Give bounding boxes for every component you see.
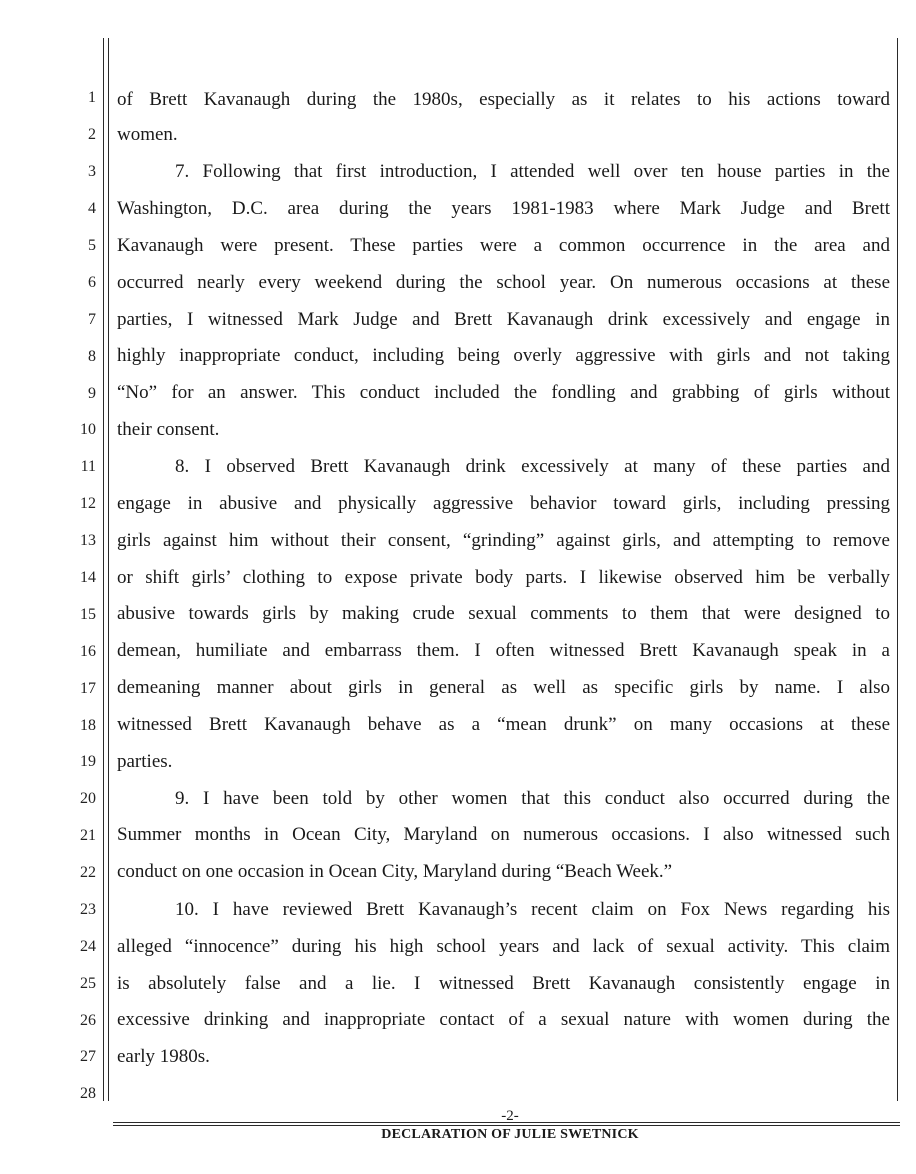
text-line: early 1980s. <box>117 1046 210 1067</box>
text-line: Kavanaugh were present. These parties were a common occurrence in the area and <box>117 235 890 256</box>
line-number: 2 <box>88 126 96 143</box>
line-number: 13 <box>80 532 96 549</box>
line-number: 27 <box>80 1048 96 1065</box>
text-line: engage in abusive and physically aggressive behavior toward girls, including pressing <box>117 493 890 514</box>
line-number: 20 <box>80 790 96 807</box>
line-number: 23 <box>80 901 96 918</box>
text-line: Washington, D.C. area during the years 1981-1983 where Mark Judge and Brett <box>117 198 890 219</box>
paragraph-9-start: 9. I have been told by other women that this conduct also occurred during the <box>175 788 890 809</box>
text-line: demean, humiliate and embarrass them. I often witnessed Brett Kavanaugh speak in a <box>117 640 890 661</box>
text-line: parties, I witnessed Mark Judge and Brett Kavanaugh drink excessively and engage in <box>117 309 890 330</box>
text-line: excessive drinking and inappropriate contact of a sexual nature with women during the <box>117 1009 890 1030</box>
page-number: -2- <box>501 1108 519 1124</box>
text-line: women. <box>117 124 178 145</box>
text-line: witnessed Brett Kavanaugh behave as a “mean drunk” on many occasions at these <box>117 714 890 735</box>
text-line: demeaning manner about girls in general as well as specific girls by name. I also <box>117 677 890 698</box>
text-line: occurred nearly every weekend during the school year. On numerous occasions at these <box>117 272 890 293</box>
line-number: 10 <box>80 421 96 438</box>
line-number: 19 <box>80 753 96 770</box>
text-line: is absolutely false and a lie. I witnessed Brett Kavanaugh consistently engage in <box>117 973 890 994</box>
text-line: parties. <box>117 751 173 772</box>
text-line: abusive towards girls by making crude sexual comments to them that were designed to <box>117 603 890 624</box>
text-line: alleged “innocence” during his high school years and lack of sexual activity. This claim <box>117 936 890 957</box>
left-margin-rule-inner <box>108 38 109 1101</box>
text-line: “No” for an answer. This conduct included the fondling and grabbing of girls without <box>117 382 890 403</box>
line-number: 21 <box>80 827 96 844</box>
left-margin-rule-outer <box>103 38 104 1101</box>
text-line: or shift girls’ clothing to expose private body parts. I likewise observed him be verbally <box>117 567 890 588</box>
line-number: 5 <box>88 237 96 254</box>
paragraph-10-start: 10. I have reviewed Brett Kavanaugh’s recent claim on Fox News regarding his <box>175 899 890 920</box>
line-number: 22 <box>80 864 96 881</box>
footer-document-title: DECLARATION OF JULIE SWETNICK <box>381 1127 639 1142</box>
text-line: conduct on one occasion in Ocean City, Maryland during “Beach Week.” <box>117 861 673 882</box>
line-number: 14 <box>80 569 96 586</box>
line-number: 6 <box>88 274 96 291</box>
line-number: 9 <box>88 385 96 402</box>
text-line: their consent. <box>117 419 220 440</box>
line-number: 15 <box>80 606 96 623</box>
line-number: 8 <box>88 348 96 365</box>
line-number: 11 <box>80 458 96 475</box>
paragraph-8-start: 8. I observed Brett Kavanaugh drink excessively at many of these parties and <box>175 456 890 477</box>
line-number: 16 <box>80 643 96 660</box>
line-number: 25 <box>80 975 96 992</box>
right-margin-rule <box>897 38 898 1101</box>
paragraph-7-start: 7. Following that first introduction, I attended well over ten house parties in the <box>175 161 890 182</box>
text-line: Summer months in Ocean City, Maryland on numerous occasions. I also witnessed such <box>117 824 890 845</box>
line-number: 12 <box>80 495 96 512</box>
text-line: girls against him without their consent, “grinding” against girls, and attempting to remove <box>117 530 890 551</box>
line-number: 24 <box>80 938 96 955</box>
line-number: 4 <box>88 200 96 217</box>
line-number: 18 <box>80 717 96 734</box>
line-number: 1 <box>88 89 96 106</box>
line-number: 28 <box>80 1085 96 1102</box>
line-number: 7 <box>88 311 96 328</box>
footer-rule-bottom <box>113 1125 900 1126</box>
line-number: 3 <box>88 163 96 180</box>
line-number: 17 <box>80 680 96 697</box>
text-line: of Brett Kavanaugh during the 1980s, especially as it relates to his actions toward <box>117 89 890 110</box>
text-line: highly inappropriate conduct, including being overly aggressive with girls and not taking <box>117 345 890 366</box>
line-number: 26 <box>80 1012 96 1029</box>
